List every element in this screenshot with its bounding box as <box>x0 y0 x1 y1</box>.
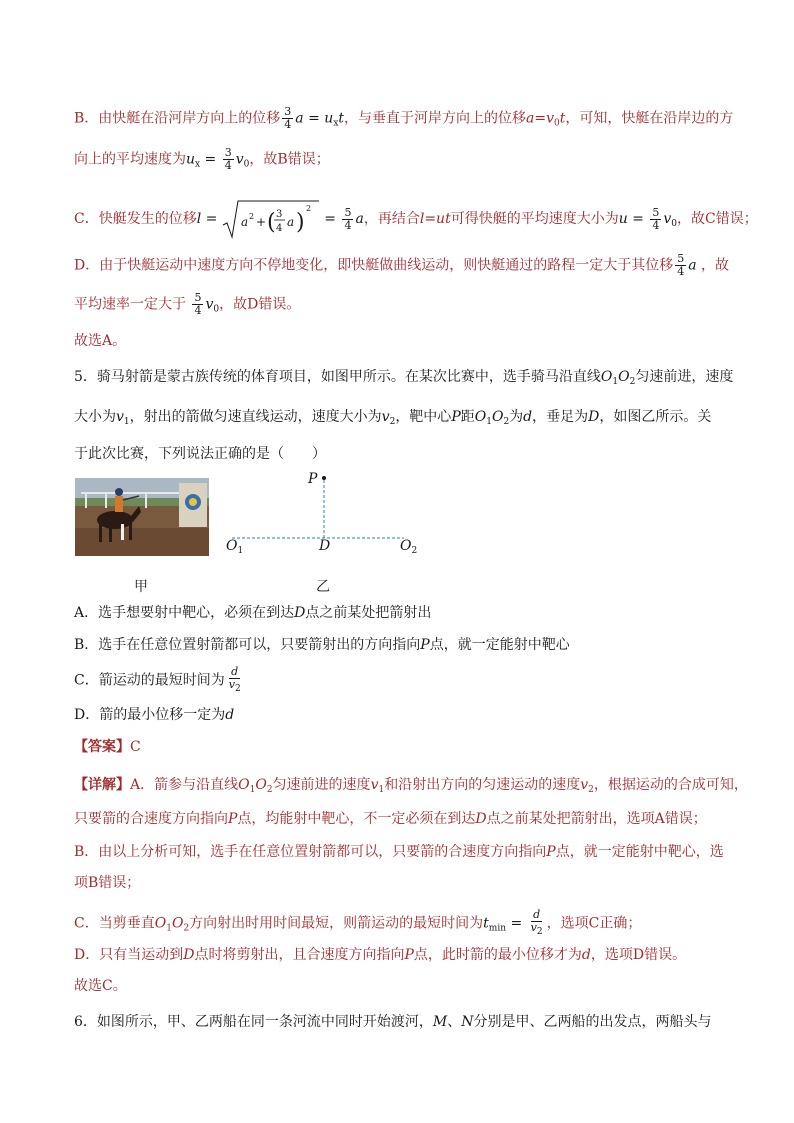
svg-text:a: a <box>240 215 248 229</box>
explain-d-line1: D．由于快艇运动中速度方向不停地变化，即快艇做曲线运动，则快艇通过的路程一定大于其位移 $\frac{5}{4}$ a ，故 <box>74 252 730 278</box>
option-c: C．箭运动的最短时间为 $\frac{d}{v_2}$ <box>74 665 241 694</box>
option-d: D．箭的最小位移一定为d <box>74 707 235 723</box>
question-6-line1: 6．如图所示，甲、乙两船在同一条河流中同时开始渡河，M、N分别是甲、乙两船的出发点，两船头与 <box>74 1014 712 1030</box>
detail-line2: 只要箭的合速度方向指向P点，均能射中靶心，不一定必须在到达D点之前某处把箭射出，选项A错误； <box>74 811 707 827</box>
question-5-line3: 于此次比赛，下列说法正确的是（ ） <box>74 446 326 462</box>
explain-c-line: C．快艇发生的位移l = a 2 + ( 3 4 a ) 2 = $\frac{5}{4}$ a，再结合l=ut可得快艇的平均速度大小为u = $\frac{5}{4}$ $v_0$，故C错误； <box>74 199 758 239</box>
detail-line5: C．当剪垂直$O_1O_2$方向射出时用时间最短，则箭运动的最短时间为$t_{min}$ = $\frac{d}{v_2}$ ，选项C正确； <box>74 908 642 937</box>
detail-line3: B．由以上分析可知，选手在任意位置射箭都可以，只要箭的合速度方向指向P点，就一定能射中靶心，选 <box>74 844 724 860</box>
explain-d-line2: 平均速率一定大于 $\frac{5}{4}$ $v_0$，故D错误。 <box>74 291 301 317</box>
svg-text:2: 2 <box>248 212 254 221</box>
question-5-line2: 大小为$v_1$，射出的箭做匀速直线运动，速度大小为$v_2$，靶中心P距$O_1O_2$为d，垂足为D，如图乙所示。关 <box>74 409 712 427</box>
selection-a: 故选A。 <box>74 333 127 349</box>
svg-text:+: + <box>255 215 266 229</box>
label-p: P <box>308 471 318 487</box>
horse-archery-photo <box>75 478 209 556</box>
option-b: B．选手在任意位置射箭都可以，只要箭射出的方向指向P点，就一定能射中靶心 <box>74 637 570 653</box>
explain-b-line2: 向上的平均速度为$u_x$ = $\frac{3}{4}$ $v_0$，故B错误； <box>74 146 330 172</box>
text: B．由快艇在沿河岸方向上的位移 <box>74 110 281 127</box>
detail-line6: D．只有当运动到D点时将剪射出，且合速度方向指向P点，此时箭的最小位移才为d，选项D错误。 <box>74 947 687 963</box>
caption-yi: 乙 <box>316 579 330 595</box>
selection-c: 故选C。 <box>74 978 127 994</box>
question-5-line1: 5．骑马射箭是蒙古族传统的体育项目，如图甲所示。在某次比赛中，选手骑马沿直线$O_1O_2$匀速前进，速度 <box>74 369 734 387</box>
label-d: D <box>319 538 331 554</box>
svg-text:a: a <box>286 215 294 229</box>
diagram-target <box>222 466 422 570</box>
point-p <box>322 476 326 480</box>
detail-line1: 【详解】A．箭参与沿直线$O_1O_2$匀速前进的速度$v_1$和沿射出方向的匀速运动的速度$v_2$，根据运动的合成可知， <box>74 777 748 795</box>
svg-text:2: 2 <box>305 204 311 213</box>
label-o2: $O_2$ <box>400 538 418 556</box>
explain-b-line1: B．由快艇在沿河岸方向上的位移 $\frac{3}{4}$ $a = u_xt$，与垂直于河岸方向上的位移$a=v_0t$，可知，快艇在沿岸边的方 <box>74 105 734 131</box>
option-a: A．选手想要射中靶心，必须在到达D点之前某处把箭射出 <box>74 605 432 621</box>
detail-line4: 项B错误； <box>74 875 141 891</box>
svg-text:(: ( <box>266 210 276 235</box>
caption-jia: 甲 <box>134 579 148 595</box>
fraction-3-4: $\frac{3}{4}$ <box>284 105 292 131</box>
label-o1: $O_1$ <box>226 538 244 556</box>
sqrt-expression <box>222 199 320 239</box>
svg-text:4: 4 <box>275 223 283 234</box>
answer-line: 【答案】C <box>74 739 141 755</box>
svg-text:): ) <box>295 210 305 235</box>
svg-text:3: 3 <box>275 209 283 220</box>
